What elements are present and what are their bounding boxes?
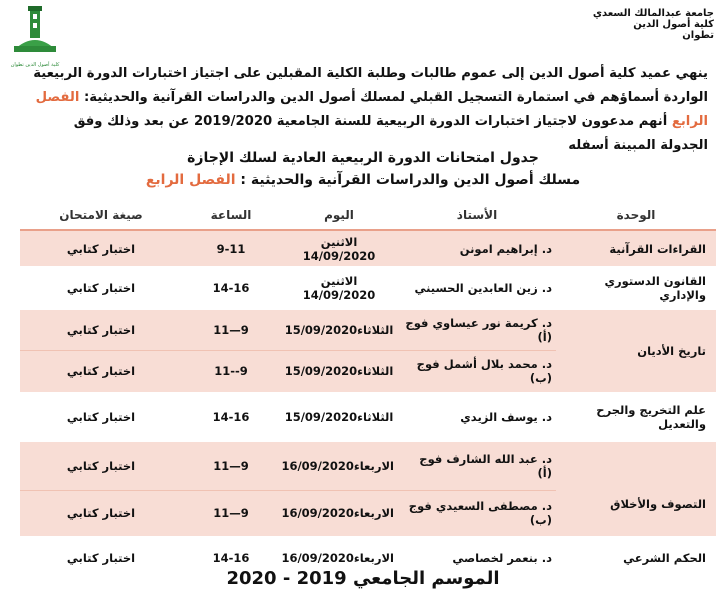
time-cell: 14-16 bbox=[182, 392, 280, 442]
time-cell: 14-16 bbox=[182, 266, 280, 310]
logo-caption: كلية أصول الدين تطوان bbox=[10, 62, 60, 68]
format-cell: اختبار كتابي bbox=[20, 392, 182, 442]
professor-cell: د. عبد الله الشارف فوج (أ) bbox=[398, 442, 556, 490]
table-header-row bbox=[20, 201, 716, 230]
announcement-semester: الفصل الرابع bbox=[35, 90, 708, 129]
city-name: تطوان bbox=[682, 30, 714, 41]
header-professor: الأستاذ bbox=[398, 201, 556, 230]
time-cell: 9—11 bbox=[182, 442, 280, 490]
table-row bbox=[20, 392, 716, 442]
format-cell: اختبار كتابي bbox=[20, 266, 182, 310]
professor-cell: د. إبراهيم امونن bbox=[398, 230, 556, 266]
unit-cell: الحكم الشرعي bbox=[556, 536, 716, 580]
track-name: مسلك أصول الدين والدراسات القرآنية والحديثية : bbox=[235, 172, 581, 188]
professor-cell: د. زين العابدين الحسيني bbox=[398, 266, 556, 310]
professor-cell: د. مصطفى السعيدي فوج (ب) bbox=[398, 490, 556, 536]
time-cell: 9--11 bbox=[182, 350, 280, 392]
table-row bbox=[20, 266, 716, 310]
header-unit: الوحدة bbox=[556, 201, 716, 230]
professor-cell: د. يوسف الزيدي bbox=[398, 392, 556, 442]
exam-schedule-table bbox=[20, 201, 716, 580]
announcement-text-2: أنهم مدعوون لاجتياز اختبارات الدورة الربيعية للسنة الجامعية 2019/2020 عن بعد وذلك وفق الجدولة المبينة أسفله bbox=[73, 114, 708, 153]
header-day: اليوم bbox=[280, 201, 398, 230]
day-cell: الاثنين 14/09/2020 bbox=[280, 266, 398, 310]
unit-cell: تاريخ الأديان bbox=[556, 310, 716, 392]
format-cell: اختبار كتابي bbox=[20, 230, 182, 266]
track-semester: الفصل الرابع bbox=[145, 172, 236, 188]
header-time: الساعة bbox=[182, 201, 280, 230]
format-cell: اختبار كتابي bbox=[20, 310, 182, 350]
day-cell: الاربعاء16/09/2020 bbox=[280, 536, 398, 580]
unit-cell: القراءات القرآنية bbox=[556, 230, 716, 266]
university-logo bbox=[10, 6, 60, 68]
format-cell: اختبار كتابي bbox=[20, 490, 182, 536]
day-cell: الاثنين 14/09/2020 bbox=[280, 230, 398, 266]
day-cell: الثلاثاء15/09/2020 bbox=[280, 392, 398, 442]
table-row bbox=[20, 230, 716, 266]
professor-cell: د. محمد بلال أشمل فوج (ب) bbox=[398, 350, 556, 392]
unit-cell: القانون الدستوري والإداري bbox=[556, 266, 716, 310]
announcement-text-1: ينهي عميد كلية أصول الدين إلى عموم طالبات وطلبة الكلية المقبلين على اجتياز اختبارات الدورة الربيعية الواردة أسماؤهم في استمارة التسجيل القبلي لمسلك أصول الدين والدراسات القرآنية والحديثية: bbox=[33, 66, 708, 105]
time-cell: 14-16 bbox=[182, 536, 280, 580]
professor-cell: د. بنعمر لخصاصي bbox=[398, 536, 556, 580]
day-cell: الاربعاء16/09/2020 bbox=[280, 490, 398, 536]
announcement-paragraph bbox=[28, 62, 708, 158]
table-row bbox=[20, 442, 716, 490]
table-row bbox=[20, 310, 716, 350]
unit-cell: التصوف والأخلاق bbox=[556, 442, 716, 536]
time-cell: 9—11 bbox=[182, 310, 280, 350]
format-cell: اختبار كتابي bbox=[20, 536, 182, 580]
track-title bbox=[0, 172, 726, 188]
day-cell: الثلاثاء15/09/2020 bbox=[280, 310, 398, 350]
time-cell: 9—11 bbox=[182, 490, 280, 536]
format-cell: اختبار كتابي bbox=[20, 442, 182, 490]
institution-header bbox=[554, 8, 714, 41]
university-name: جامعة عبدالمالك السعدي bbox=[592, 8, 714, 19]
professor-cell: د. كريمة نور عيساوي فوج (أ) bbox=[398, 310, 556, 350]
unit-cell: علم التخريج والجرح والتعديل bbox=[556, 392, 716, 442]
day-cell: الثلاثاء15/09/2020 bbox=[280, 350, 398, 392]
format-cell: اختبار كتابي bbox=[20, 350, 182, 392]
day-cell: الاربعاء16/09/2020 bbox=[280, 442, 398, 490]
schedule-title: جدول امتحانات الدورة الربيعية العادية لسلك الإجازة bbox=[187, 150, 539, 166]
academic-season: الموسم الجامعي 2019 - 2020 bbox=[226, 568, 500, 589]
header-format: صيغة الامتحان bbox=[20, 201, 182, 230]
time-cell: 9-11 bbox=[182, 230, 280, 266]
faculty-name: كلية أصول الدين bbox=[633, 19, 714, 30]
